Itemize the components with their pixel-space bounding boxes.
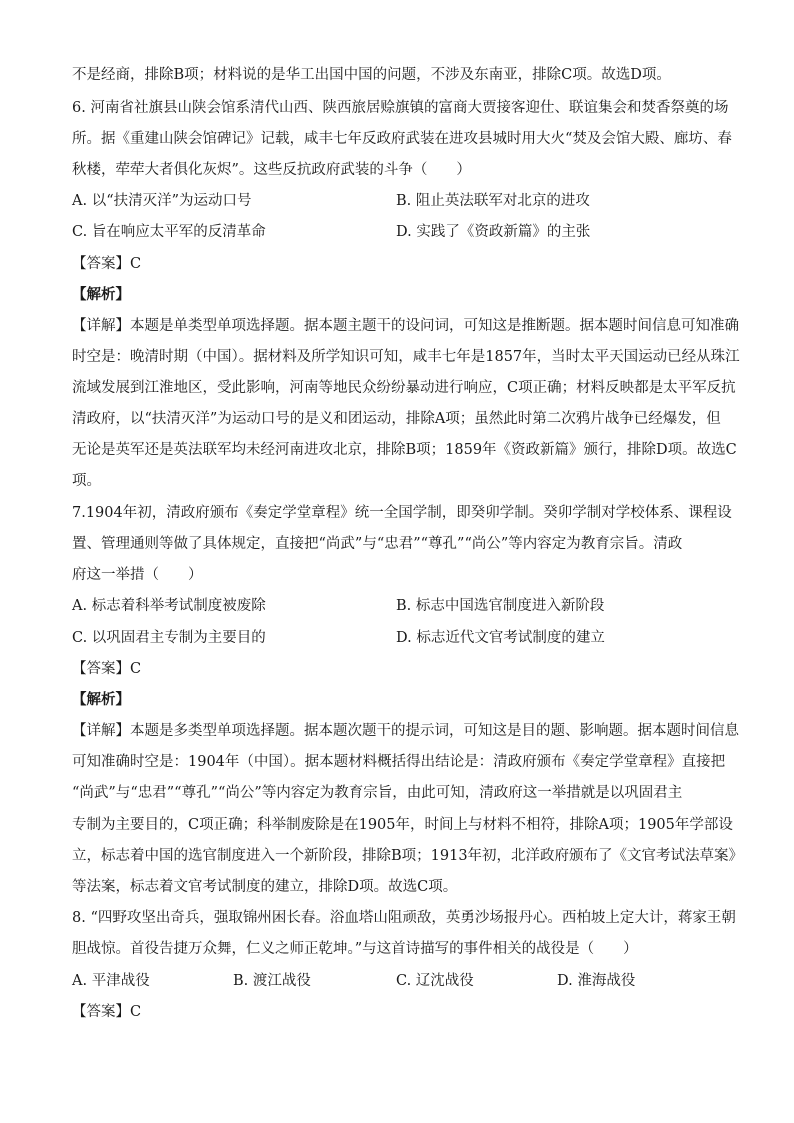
q6-stem-line-3: 秋楼，荦荦大者俱化灰烬”。这些反抗政府武装的斗争（ ） [72, 162, 471, 178]
q7-analysis-line-3: “尚武”与“忠君”“尊孔”“尚公”等内容定为教育宗旨，由此可知，清政府这一举措就是以巩固君主 [72, 785, 683, 801]
q6-analysis-line-3: 流域发展到江淮地区，受此影响，河南等地民众纷纷暴动进行响应，C项正确；材料反映都是太平军反抗 [72, 380, 736, 396]
q6-analysis-line-5: 无论是英军还是英法联军均未经河南进攻北京，排除B项；1859年《资政新篇》颁行，排除D项。故选C [72, 442, 737, 458]
q7-analysis-line-6: 等法案，标志着文官考试制度的建立，排除D项。故选C项。 [72, 879, 458, 895]
q7-stem-line-1: 7.1904年初，清政府颁布《奏定学堂章程》统一全国学制，即癸卯学制。癸卯学制对学校体系、课程设 [72, 505, 732, 521]
q6-analysis-line-1: 【详解】本题是单类型单项选择题。据本题主题干的设问词，可知这是推断题。据本题时间信息可知准确 [72, 318, 739, 334]
q7-analysis-line-4: 专制为主要目的，C项正确；科举制废除是在1905年，时间上与材料不相符，排除A项；1905年学部设 [72, 817, 733, 833]
q8-option-c: C. 辽沈战役 [396, 973, 474, 989]
q6-option-d: D. 实践了《资政新篇》的主张 [396, 224, 591, 240]
q6-answer: 【答案】C [72, 256, 142, 272]
q6-analysis-line-2: 时空是：晚清时期（中国）。据材料及所学知识可知，咸丰七年是1857年，当时太平天国运动已经从珠江 [72, 349, 740, 365]
q7-option-b: B. 标志中国选官制度进入新阶段 [396, 598, 605, 614]
q8-option-a: A. 平津战役 [72, 973, 150, 989]
q8-option-d: D. 淮海战役 [557, 973, 636, 989]
q7-analysis-label: 【解析】 [72, 691, 130, 708]
q6-analysis-label: 【解析】 [72, 286, 130, 303]
q7-option-c: C. 以巩固君主专制为主要目的 [72, 630, 266, 646]
q6-option-a: A. 以“扶清灭洋”为运动口号 [72, 193, 252, 209]
q6-stem-line-2: 所。据《重建山陕会馆碑记》记载，咸丰七年反政府武装在进攻县城时用大火“焚及会馆大殿、廊坊、春 [72, 131, 732, 147]
q8-option-b: B. 渡江战役 [233, 973, 311, 989]
q7-analysis-line-5: 立，标志着中国的选官制度进入一个新阶段，排除B项；1913年初，北洋政府颁布了《文官考试法草案》 [72, 848, 744, 864]
q8-answer: 【答案】C [72, 1004, 142, 1020]
q6-analysis-line-6: 项。 [72, 473, 101, 489]
q7-analysis-line-2: 可知准确时空是：1904年（中国）。据本题材料概括得出结论是：清政府颁布《奏定学堂章程》直接把 [72, 754, 726, 770]
q7-option-a: A. 标志着科举考试制度被废除 [72, 598, 266, 614]
q6-option-c: C. 旨在响应太平军的反清革命 [72, 224, 266, 240]
q6-option-b: B. 阻止英法联军对北京的进攻 [396, 193, 590, 209]
q7-stem-line-2: 置、管理通则等做了具体规定，直接把“尚武”与“忠君”“尊孔”“尚公”等内容定为教育宗旨。清政 [72, 536, 683, 552]
q7-stem-line-3: 府这一举措（ ） [72, 567, 203, 583]
q6-stem-line-1: 6. 河南省社旗县山陕会馆系清代山西、陕西旅居赊旗镇的富商大贾接客迎仕、联谊集会和焚香祭奠的场 [72, 100, 729, 116]
q8-stem-line-1: 8. “四野攻坚出奇兵，强取锦州困长春。浴血塔山阻顽敌，英勇沙场报丹心。西柏坡上定大计，蒋家王朝 [72, 910, 736, 926]
q7-analysis-line-1: 【详解】本题是多类型单项选择题。据本题次题干的提示词，可知这是目的题、影响题。据本题时间信息 [72, 723, 739, 739]
q7-option-d: D. 标志近代文官考试制度的建立 [396, 630, 605, 646]
q5-analysis-tail: 不是经商，排除B项；材料说的是华工出国中国的问题，不涉及东南亚，排除C项。故选D项。 [72, 67, 671, 83]
q7-answer: 【答案】C [72, 661, 142, 677]
q6-analysis-line-4: 清政府，以“扶清灭洋”为运动口号的是义和团运动，排除A项；虽然此时第二次鸦片战争已经爆发，但 [72, 411, 721, 427]
q8-stem-line-2: 胆战惊。首役告捷万众舞，仁义之师正乾坤。”与这首诗描写的事件相关的战役是（ ） [72, 941, 638, 957]
